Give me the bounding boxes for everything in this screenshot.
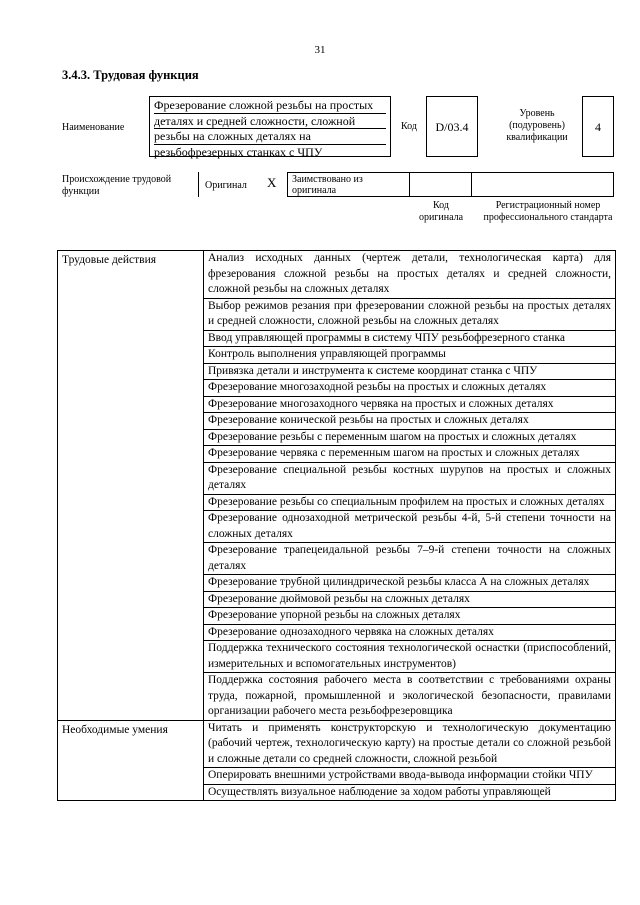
list-item: Поддержка технического состояния технологической оснастки (приспособлений, измерительных и вспомогательных инструментов) xyxy=(204,641,615,673)
page-number: 31 xyxy=(314,44,326,56)
list-item: Фрезерование упорной резьбы на сложных деталях xyxy=(204,608,615,625)
function-name-line: Фрезерование сложной резьбы на простых xyxy=(154,98,386,114)
list-item: Фрезерование резьбы со специальным профилем на простых и сложных деталях xyxy=(204,495,615,512)
table-row xyxy=(58,251,616,721)
list-item: Контроль выполнения управляющей программы xyxy=(204,347,615,364)
list-item: Фрезерование однозаходной метрической резьбы 4-й, 5-й степени точности на сложных деталях xyxy=(204,511,615,543)
function-name-line: резьбофрезерных станках с ЧПУ xyxy=(154,144,323,159)
original-cell xyxy=(198,172,288,197)
original-mark: X xyxy=(267,175,277,190)
list-item: Выбор режимов резания при фрезеровании сложной резьбы на простых деталях и средней сложности, сложной резьбы на сложных деталях xyxy=(204,299,615,331)
borrowed-label: Заимствовано из оригинала xyxy=(292,174,363,196)
origin-label: Происхождение трудовой функции xyxy=(62,174,172,197)
list-item: Поддержка состояния рабочего места в соответствии с требованиями охраны труда, пожарной, промышленной и экологической безопасности, правилами организации рабочего места резьбофрезеровщика xyxy=(208,674,611,717)
list-item: Осуществлять визуальное наблюдение за ходом работы управляющей xyxy=(208,785,551,798)
list-item: Фрезерование однозаходного червяка на сложных деталях xyxy=(204,625,615,642)
reg-number-caption: Регистрационный номер профессионального стандарта xyxy=(483,200,613,223)
list-item: Фрезерование многозаходной резьбы на простых и сложных деталях xyxy=(204,380,615,397)
list-item: Фрезерование специальной резьбы костных шурупов на простых и сложных деталях xyxy=(204,463,615,495)
function-name-line: деталях и средней сложности, сложной xyxy=(154,114,386,130)
code-label: Код xyxy=(401,121,417,132)
list-item: Привязка детали и инструмента к системе координат станка с ЧПУ xyxy=(204,364,615,381)
list-item: Читать и применять конструкторскую и технологическую документацию (рабочий чертеж, технологическую карту) на простые детали со сложной резьбой и сложные детали со средней сложности, сложной резьбой xyxy=(204,721,615,769)
table-row xyxy=(58,720,616,801)
borrowed-cell xyxy=(288,172,410,197)
function-name-line: резьбы на сложных деталях на xyxy=(154,129,386,145)
list-item: Фрезерование трубной цилиндрической резьбы класса А на сложных деталях xyxy=(204,575,615,592)
original-label: Оригинал xyxy=(205,180,247,191)
section-label: Необходимые умения xyxy=(58,720,204,801)
list-item: Фрезерование червяка с переменным шагом на простых и сложных деталях xyxy=(204,446,615,463)
list-item: Фрезерование трапецеидальной резьбы 7–9-й степени точности на сложных деталях xyxy=(204,543,615,575)
level-value: 4 xyxy=(582,96,614,157)
list-item: Фрезерование резьбы с переменным шагом на простых и сложных деталях xyxy=(204,430,615,447)
code-value: D/03.4 xyxy=(426,96,478,157)
origin-grid xyxy=(198,172,614,197)
level-label: Уровень (подуровень) квалификации xyxy=(506,108,568,143)
section-title: 3.4.3. Трудовая функция xyxy=(62,68,199,82)
list-item: Ввод управляющей программы в систему ЧПУ резьбофрезерного станка xyxy=(204,331,615,348)
code-original-caption: Код оригинала xyxy=(418,200,464,223)
reg-number-cell xyxy=(472,172,614,197)
function-name-box xyxy=(149,96,391,157)
list-item: Фрезерование конической резьбы на простых и сложных деталях xyxy=(204,413,615,430)
skills-list xyxy=(204,720,616,801)
section-label: Трудовые действия xyxy=(58,251,204,721)
code-original-cell xyxy=(410,172,472,197)
function-table xyxy=(57,250,616,801)
actions-list xyxy=(204,251,616,721)
list-item: Оперировать внешними устройствами ввода-вывода информации стойки ЧПУ xyxy=(204,768,615,785)
list-item: Фрезерование многозаходного червяка на простых и сложных деталях xyxy=(204,397,615,414)
list-item: Анализ исходных данных (чертеж детали, технологическая карта) для фрезерования сложной резьбы на простых деталях и средней сложности, сложной резьбы на сложных деталях xyxy=(204,251,615,299)
list-item: Фрезерование дюймовой резьбы на сложных деталях xyxy=(204,592,615,609)
name-label: Наименование xyxy=(62,122,125,133)
